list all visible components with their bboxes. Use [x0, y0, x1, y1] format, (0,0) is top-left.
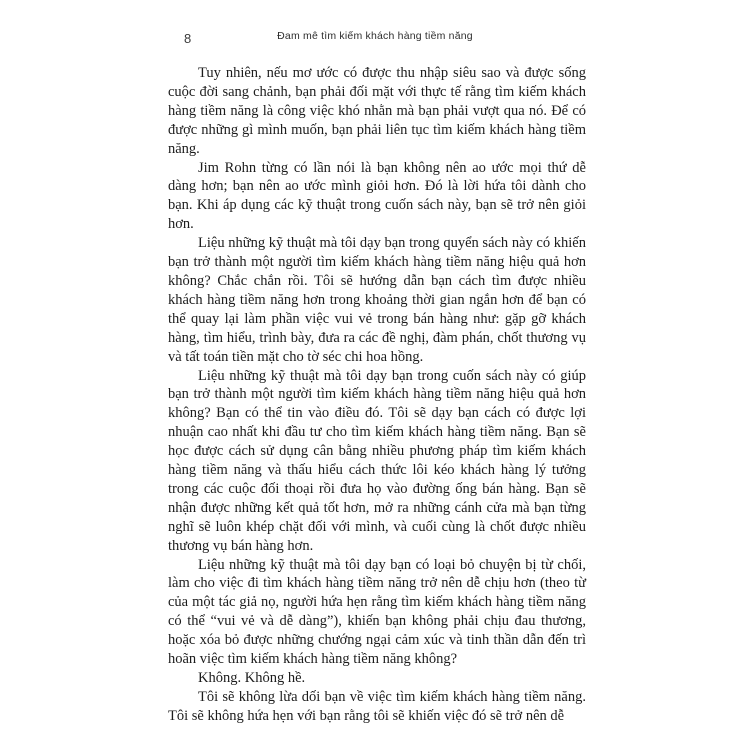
paragraph: Tuy nhiên, nếu mơ ước có được thu nhập siêu sao và được sống cuộc đời sang chảnh, bạn phải đối mặt với thực tế rằng tìm kiếm khách hàng tiềm năng là công việc khó nhằn mà bạn phải vượt qua nó. Để có được những gì mình muốn, bạn phải liên tục tìm kiếm khách hàng tiềm năng. — [168, 65, 586, 157]
page-number: 8 — [184, 31, 192, 46]
running-header — [0, 30, 750, 48]
paragraph: Jim Rohn từng có lần nói là bạn không nên ao ước mọi thứ dễ dàng hơn; bạn nên ao ước mình giỏi hơn. Đó là lời hứa tôi dành cho bạn. Khi áp dụng các kỹ thuật trong cuốn sách này, bạn sẽ trở nên giỏi hơn. — [168, 159, 586, 233]
paragraph: Tôi sẽ không lừa dối bạn về việc tìm kiếm khách hàng tiềm năng. Tôi sẽ không hứa hẹn với bạn rằng tôi sẽ khiến việc đó sẽ trở nên dễ — [168, 688, 586, 724]
paragraph: Không. Không hề. — [198, 670, 306, 686]
paragraph: Liệu những kỹ thuật mà tôi dạy bạn có loại bỏ chuyện bị từ chối, làm cho việc đi tìm khách hàng tiềm năng trở nên dễ chịu hơn (theo từ của một tác giả nọ, người hứa hẹn rằng tìm kiếm khách hàng tiềm năng có thể “vui vẻ và dễ dàng”), khiến bạn không phải chịu đau thương, hoặc xóa bỏ được những chướng ngại cảm xúc và tinh thần dẫn đến trì hoãn việc tìm kiếm khách hàng tiềm năng không? — [168, 556, 586, 668]
page-body — [168, 64, 586, 726]
paragraph: Liệu những kỹ thuật mà tôi dạy bạn trong cuốn sách này có giúp bạn trở thành một người tìm kiếm khách hàng tiềm năng hiệu quả hơn không? Bạn có thể tin vào điều đó. Tôi sẽ dạy bạn cách có được lợi nhuận cao nhất khi đầu tư cho tìm kiếm khách hàng tiềm năng. Bạn sẽ học được cách sử dụng cân bằng nhiều phương pháp tìm kiếm khách hàng tiềm năng và thấu hiểu cách thức lôi kéo khách hàng lý tưởng trong các cuộc đối thoại rồi đưa họ vào đường ống bán hàng. Bạn sẽ nhận được những kết quả tốt hơn, mở ra những cánh cửa mà bạn từng nghĩ sẽ luôn khép chặt đối với mình, và cuối cùng là chốt được nhiều thương vụ bán hàng hơn. — [168, 367, 586, 554]
paragraph: Liệu những kỹ thuật mà tôi dạy bạn trong quyển sách này có khiến bạn trở thành một người tìm kiếm khách hàng tiềm năng hiệu quả hơn không? Chắc chắn rồi. Tôi sẽ hướng dẫn bạn cách tìm được nhiều khách hàng tiềm năng hơn trong khoảng thời gian ngắn hơn để bạn có thể quay lại làm phần việc vui vẻ trong bán hàng như: gặp gỡ khách hàng, tìm hiểu, trình bày, đưa ra các đề nghị, đàm phán, chốt thương vụ và tất toán tiền mặt cho tờ séc chi hoa hồng. — [168, 235, 586, 365]
running-header-title: Đam mê tìm kiếm khách hàng tiềm năng — [277, 30, 473, 42]
